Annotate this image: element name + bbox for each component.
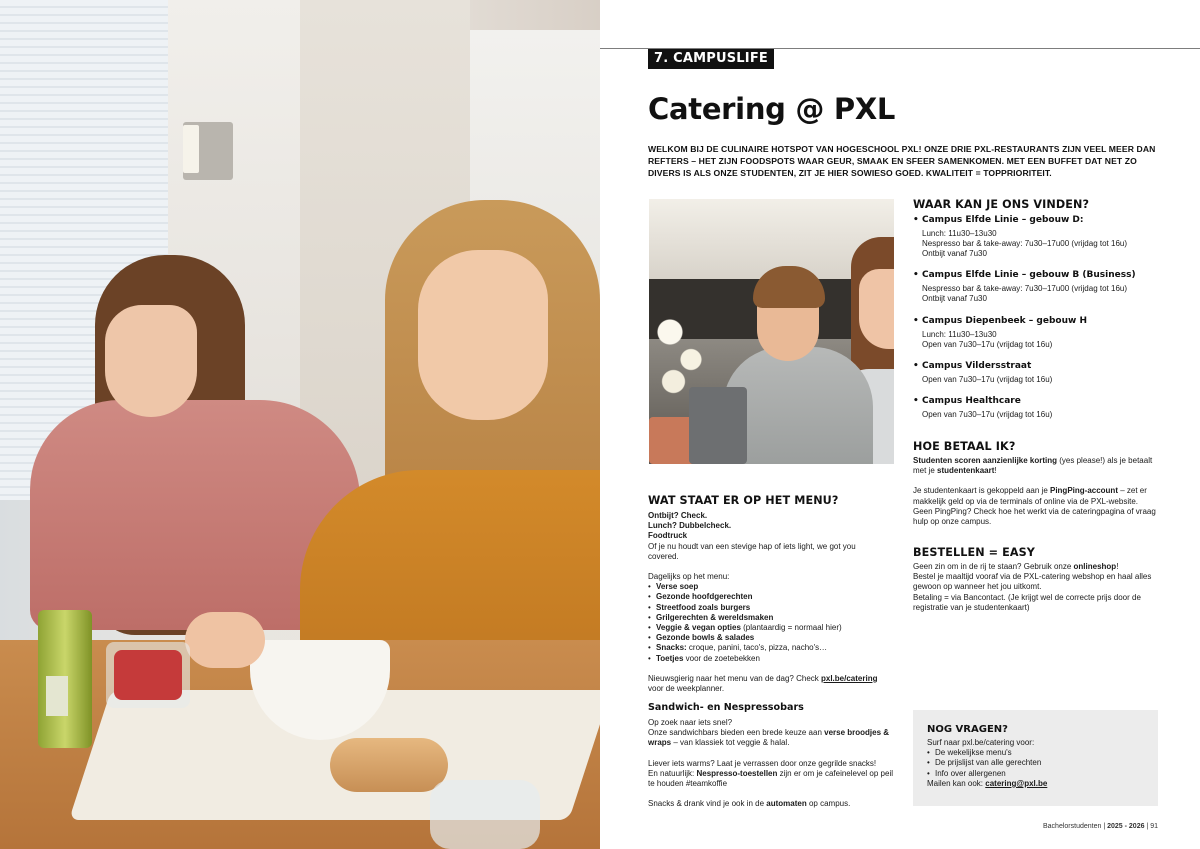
catering-link[interactable]: pxl.be/catering: [821, 673, 878, 683]
intro-paragraph: WELKOM BIJ DE CULINAIRE HOTSPOT VAN HOGESCHOOL PXL! ONZE DRIE PXL-RESTAURANTS ZIJN VEEL MEER DAN REFTERS – HET ZIJN FOODSPOTS WAAR GEUR, SMAAK EN SFEER SAMENKOMEN. MET EEN BUFFET DAT NET ZO DIVERS IS ALS ONZE STUDENTEN, ZIT JE HIER SOWIESO GOED. KWALITEIT = TOPPRIORITEIT.: [648, 144, 1156, 178]
water-bottle: [430, 780, 540, 849]
hand-with-spoon: [185, 612, 265, 668]
laptop: [689, 387, 747, 464]
location-item: [913, 315, 1173, 350]
menu-bold-line: Lunch? Dubbelcheck.: [648, 521, 732, 531]
list-item: • Streetfood zoals burgers: [648, 603, 888, 613]
sandwich-text: Snacks & drank vind je ook in de automaten op campus.: [648, 799, 851, 809]
list-item: • Gezonde hoofdgerechten: [648, 592, 888, 602]
list-item: • De prijslijst van alle gerechten: [927, 758, 1144, 768]
payment-section: [913, 456, 1158, 527]
can-label: [46, 676, 68, 716]
bread-roll: [330, 738, 448, 792]
menu-section: [648, 511, 888, 694]
location-name: • Campus Vildersstraat: [913, 360, 1173, 372]
location-item: [913, 214, 1173, 260]
strawberries: [114, 650, 182, 700]
faq-box: [913, 710, 1158, 806]
menu-bold-line: Foodtruck: [648, 531, 688, 541]
list-item: • Info over allergenen: [927, 769, 1144, 779]
faq-mail: Mailen kan ook: catering@pxl.be: [927, 778, 1048, 788]
location-details: Nespresso bar & take-away: 7u30–17u00 (vrijdag tot 16u) Ontbijt vanaf 7u30: [922, 284, 1128, 304]
list-item: • Gezonde bowls & salades: [648, 633, 888, 643]
payment-heading: HOE BETAAL IK?: [913, 440, 1016, 453]
menu-description: Of je nu houdt van een stevige hap of iets light, we got you covered.: [648, 541, 856, 561]
location-name: • Campus Healthcare: [913, 395, 1173, 407]
section-tag: 7. CAMPUSLIFE: [648, 49, 774, 69]
student-laptop-photo: [649, 199, 894, 464]
order-section: [913, 562, 1158, 613]
list-item: • Veggie & vegan opties (plantaardig = normaal hier): [648, 623, 888, 633]
location-details: Open van 7u30–17u (vrijdag tot 16u): [922, 375, 1053, 384]
locations-heading: WAAR KAN JE ONS VINDEN?: [913, 198, 1090, 211]
page-number: 91: [1150, 823, 1158, 830]
location-details: Lunch: 11u30–13u30 Nespresso bar & take-away: 7u30–17u00 (vrijdag tot 16u) Ontbijt vanaf 7u30: [922, 229, 1128, 259]
page-footer: Bachelorstudenten | 2025 - 2026 | 91: [1043, 823, 1158, 830]
wall-lamp-light: [183, 125, 199, 173]
footer-label: Bachelorstudenten: [1043, 823, 1102, 830]
location-name: • Campus Elfde Linie – gebouw D:: [913, 214, 1173, 226]
student-right-face: [418, 250, 548, 420]
faq-heading: NOG VRAGEN?: [927, 724, 1008, 735]
location-name: • Campus Diepenbeek – gebouw H: [913, 315, 1173, 327]
email-link[interactable]: catering@pxl.be: [985, 778, 1048, 788]
footer-years: 2025 - 2026: [1107, 823, 1145, 830]
list-item: • Toetjes voor de zoetebekken: [648, 654, 888, 664]
location-details: Open van 7u30–17u (vrijdag tot 16u): [922, 410, 1053, 419]
sandwich-text: Op zoek naar iets snel?: [648, 718, 733, 727]
menu-bold-line: Ontbijt? Check.: [648, 511, 708, 520]
faq-list: [927, 748, 1144, 779]
student-left-face: [105, 305, 197, 417]
order-text: Betaling = via Bancontact. (Je krijgt wel de correcte prijs door de registratie van je studentenkaart): [913, 592, 1141, 612]
sandwich-text: Liever iets warms? Laat je verrassen door onze gegrilde snacks!: [648, 758, 877, 768]
list-item: • Snacks: croque, panini, taco's, pizza, nacho's…: [648, 643, 888, 653]
location-item: [913, 269, 1173, 304]
sandwich-section: [648, 718, 898, 809]
list-item: • Verse soep: [648, 582, 888, 592]
menu-heading: WAT STAAT ER OP HET MENU?: [648, 494, 839, 507]
payment-text: Je studentenkaart is gekoppeld aan je PingPing-account – zet er makkelijk geld op via de terminals of online via de PXL-website. Geen PingPing? Check hoe het werkt via de cateringpagina of vraag hulp op onze campus.: [913, 486, 1156, 527]
woman-face: [859, 269, 894, 349]
order-heading: BESTELLEN = EASY: [913, 546, 1035, 559]
menu-check-text: Nieuwsgierig naar het menu van de dag? Check pxl.be/catering voor de weekplanner.: [648, 673, 878, 694]
location-details: Lunch: 11u30–13u30 Open van 7u30–17u (vrijdag tot 16u): [922, 330, 1053, 350]
list-item: • De wekelijkse menu's: [927, 748, 1144, 758]
daily-label: Dagelijks op het menu:: [648, 572, 730, 582]
location-name: • Campus Elfde Linie – gebouw B (Business): [913, 269, 1173, 281]
page-title: Catering @ PXL: [648, 92, 896, 126]
order-text: Geen zin om in de rij te staan? Gebruik onze onlineshop!: [913, 562, 1119, 571]
sandwich-heading: Sandwich- en Nespressobars: [648, 702, 804, 713]
list-item: • Grilgerechten & wereldsmaken: [648, 613, 888, 623]
menu-list: [648, 582, 888, 664]
location-item: [913, 360, 1173, 385]
payment-text: Studenten scoren aanzienlijke korting (yes please!) als je betaalt met je studentenkaart!: [913, 456, 1153, 476]
sandwich-text: En natuurlijk: Nespresso-toestellen zijn er om je cafeinelevel op peil te houden #teamkoffie: [648, 768, 894, 789]
faq-intro: Surf naar pxl.be/catering voor:: [927, 738, 1035, 747]
location-item: [913, 395, 1173, 420]
sandwich-text: Onze sandwichbars bieden een brede keuze aan verse broodjes & wraps – van klassiek tot veggie & halal.: [648, 728, 890, 748]
order-text: Bestel je maaltijd vooraf via de PXL-catering webshop en haal alles gewoon op wanneer het jou uitkomt.: [913, 572, 1152, 592]
